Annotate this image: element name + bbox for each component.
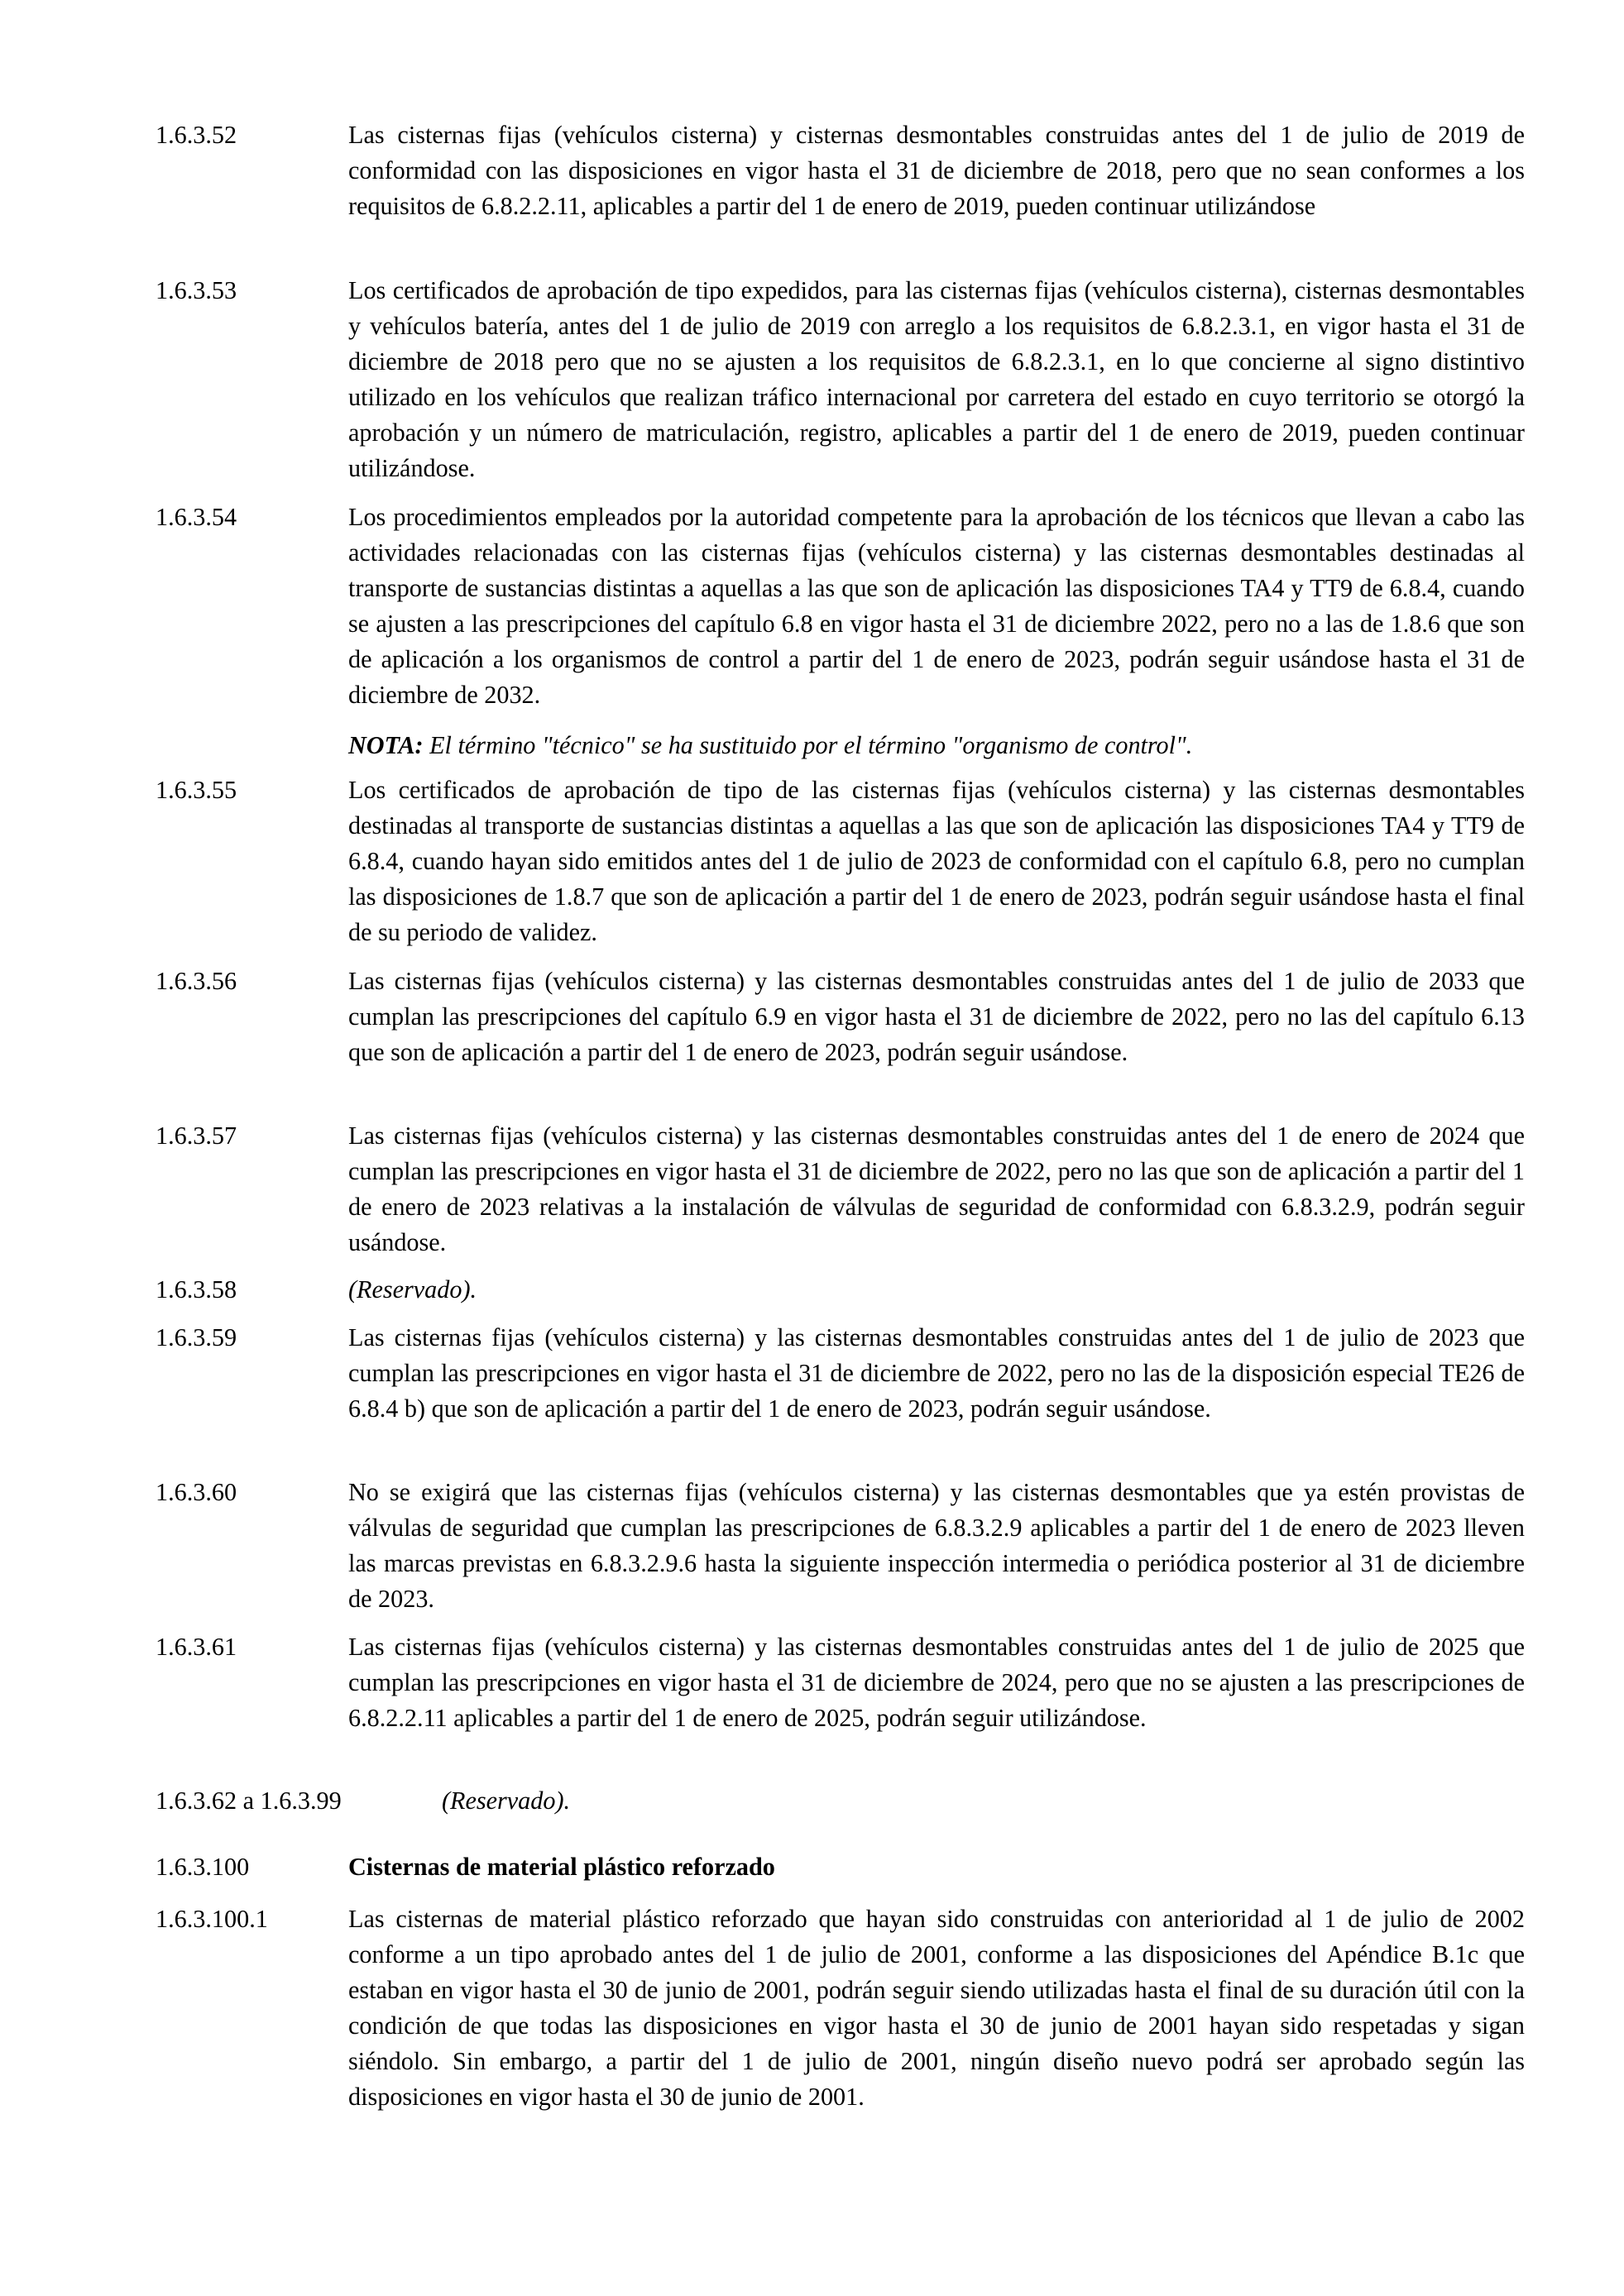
paragraph-1-6-3-62-to-99 [0, 1783, 1624, 1819]
paragraph-text: Las cisternas de material plástico reforzado que hayan sido construidas con anterioridad al 1 de julio de 2002 conforme a un tipo aprobado antes del 1 de julio de 2001, conforme a las disposiciones del Apéndice B.1c que estaban en vigor hasta el 30 de junio de 2001, podrán seguir siendo utilizadas hasta el final de su duración útil con la condición de que todas las disposiciones en vigor hasta el 30 de junio de 2001 hayan sido respetadas y sigan siéndolo. Sin embargo, a partir del 1 de julio de 2001, ningún diseño nuevo podrá ser aprobado según las disposiciones en vigor hasta el 30 de junio de 2001. [348, 1905, 1525, 2111]
paragraph-1-6-3-59 [0, 1320, 1624, 1427]
paragraph-number: 1.6.3.62 a 1.6.3.99 [156, 1787, 342, 1815]
paragraph-number: 1.6.3.53 [156, 276, 237, 304]
paragraph-text: Las cisternas fijas (vehículos cisterna) y las cisternas desmontables construidas antes del 1 de julio de 2033 que cumplan las prescripciones del capítulo 6.9 en vigor hasta el 31 de diciembre de 2022, pero no las del capítulo 6.13 que son de aplicación a partir del 1 de enero de 2023, podrán seguir usándose. [348, 967, 1525, 1066]
paragraph-1-6-3-54 [0, 500, 1624, 763]
paragraph-text: (Reservado). [442, 1787, 571, 1815]
paragraph-number: 1.6.3.56 [156, 967, 237, 995]
paragraph-1-6-3-53 [0, 273, 1624, 486]
section-heading: Cisternas de material plástico reforzado [348, 1853, 775, 1881]
paragraph-text: Las cisternas fijas (vehículos cisterna) y las cisternas desmontables construidas antes del 1 de julio de 2023 que cumplan las prescripciones en vigor hasta el 31 de diciembre de 2022, pero no las de la disposición especial TE26 de 6.8.4 b) que son de aplicación a partir del 1 de enero de 2023, podrán seguir usándose. [348, 1323, 1525, 1423]
paragraph-1-6-3-57 [0, 1118, 1624, 1260]
paragraph-number: 1.6.3.100.1 [156, 1905, 268, 1933]
paragraph-1-6-3-100 [0, 1849, 1624, 1885]
paragraph-number: 1.6.3.55 [156, 776, 237, 804]
paragraph-text: (Reservado). [348, 1275, 477, 1303]
paragraph-text: Las cisternas fijas (vehículos cisterna) y cisternas desmontables construidas antes del 1 de julio de 2019 de conformidad con las disposiciones en vigor hasta el 31 de diciembre de 2018, pero que no sean conformes a los requisitos de 6.8.2.2.11, aplicables a partir del 1 de enero de 2019, pueden continuar utilizándose [348, 121, 1525, 220]
paragraph-number: 1.6.3.52 [156, 121, 237, 149]
paragraph-text: Las cisternas fijas (vehículos cisterna) y las cisternas desmontables construidas antes del 1 de julio de 2025 que cumplan las prescripciones en vigor hasta el 31 de diciembre de 2024, pero que no se ajusten a las prescripciones de 6.8.2.2.11 aplicables a partir del 1 de enero de 2025, podrán seguir utilizándose. [348, 1633, 1525, 1732]
paragraph-1-6-3-100-1 [0, 1901, 1624, 2115]
paragraph-text: Los procedimientos empleados por la autoridad competente para la aprobación de los técnicos que llevan a cabo las actividades relacionadas con las cisternas fijas (vehículos cisterna) y las cisternas desmontables destinadas al transporte de sustancias distintas a aquellas a las que son de aplicación las disposiciones TA4 y TT9 de 6.8.4, cuando se ajusten a las prescripciones del capítulo 6.8 en vigor hasta el 31 de diciembre 2022, pero no a las de 1.8.6 que son de aplicación a los organismos de control a partir del 1 de enero de 2023, podrán seguir usándose hasta el 31 de diciembre de 2032. [348, 503, 1525, 709]
paragraph-number: 1.6.3.57 [156, 1122, 237, 1150]
paragraph-1-6-3-52 [0, 117, 1624, 224]
paragraph-1-6-3-55 [0, 773, 1624, 950]
note [348, 728, 1525, 763]
note-label: NOTA: [348, 731, 424, 759]
paragraph-text: Los certificados de aprobación de tipo expedidos, para las cisternas fijas (vehículos cisterna), cisternas desmontables y vehículos batería, antes del 1 de julio de 2019 con arreglo a los requisitos de 6.8.2.3.1, en vigor hasta el 31 de diciembre de 2018 pero que no se ajusten a los requisitos de 6.8.2.3.1, en lo que concierne al signo distintivo utilizado en los vehículos que realizan tráfico internacional por carretera del estado en cuyo territorio se otorgó la aprobación y un número de matriculación, registro, aplicables a partir del 1 de enero de 2019, pueden continuar utilizándose. [348, 276, 1525, 482]
paragraph-text: No se exigirá que las cisternas fijas (vehículos cisterna) y las cisternas desmontables que ya estén provistas de válvulas de seguridad que cumplan las prescripciones de 6.8.3.2.9 aplicables a partir del 1 de enero de 2023 lleven las marcas previstas en 6.8.3.2.9.6 hasta la siguiente inspección intermedia o periódica posterior al 31 de diciembre de 2023. [348, 1478, 1525, 1613]
paragraph-1-6-3-60 [0, 1475, 1624, 1617]
paragraph-1-6-3-56 [0, 964, 1624, 1070]
paragraph-number: 1.6.3.54 [156, 503, 237, 531]
paragraph-number: 1.6.3.59 [156, 1323, 237, 1351]
paragraph-text: Los certificados de aprobación de tipo de las cisternas fijas (vehículos cisterna) y las cisternas desmontables destinadas al transporte de sustancias distintas a aquellas a las que son de aplicación las disposiciones TA4 y TT9 de 6.8.4, cuando hayan sido emitidos antes del 1 de julio de 2023 de conformidad con el capítulo 6.8, pero no cumplan las disposiciones de 1.8.7 que son de aplicación a partir del 1 de enero de 2023, podrán seguir usándose hasta el final de su periodo de validez. [348, 776, 1525, 946]
paragraph-number: 1.6.3.100 [156, 1853, 250, 1881]
paragraph-1-6-3-61 [0, 1629, 1624, 1736]
paragraph-text: Las cisternas fijas (vehículos cisterna) y las cisternas desmontables construidas antes del 1 de enero de 2024 que cumplan las prescripciones en vigor hasta el 31 de diciembre de 2022, pero no las que son de aplicación a partir del 1 de enero de 2023 relativas a la instalación de válvulas de seguridad de conformidad con 6.8.3.2.9, podrán seguir usándose. [348, 1122, 1525, 1256]
paragraph-1-6-3-58 [0, 1272, 1624, 1308]
note-text: El término "técnico" se ha sustituido por el término "organismo de control". [423, 731, 1193, 759]
paragraph-number: 1.6.3.60 [156, 1478, 237, 1506]
paragraph-number: 1.6.3.61 [156, 1633, 237, 1661]
paragraph-number: 1.6.3.58 [156, 1275, 237, 1303]
